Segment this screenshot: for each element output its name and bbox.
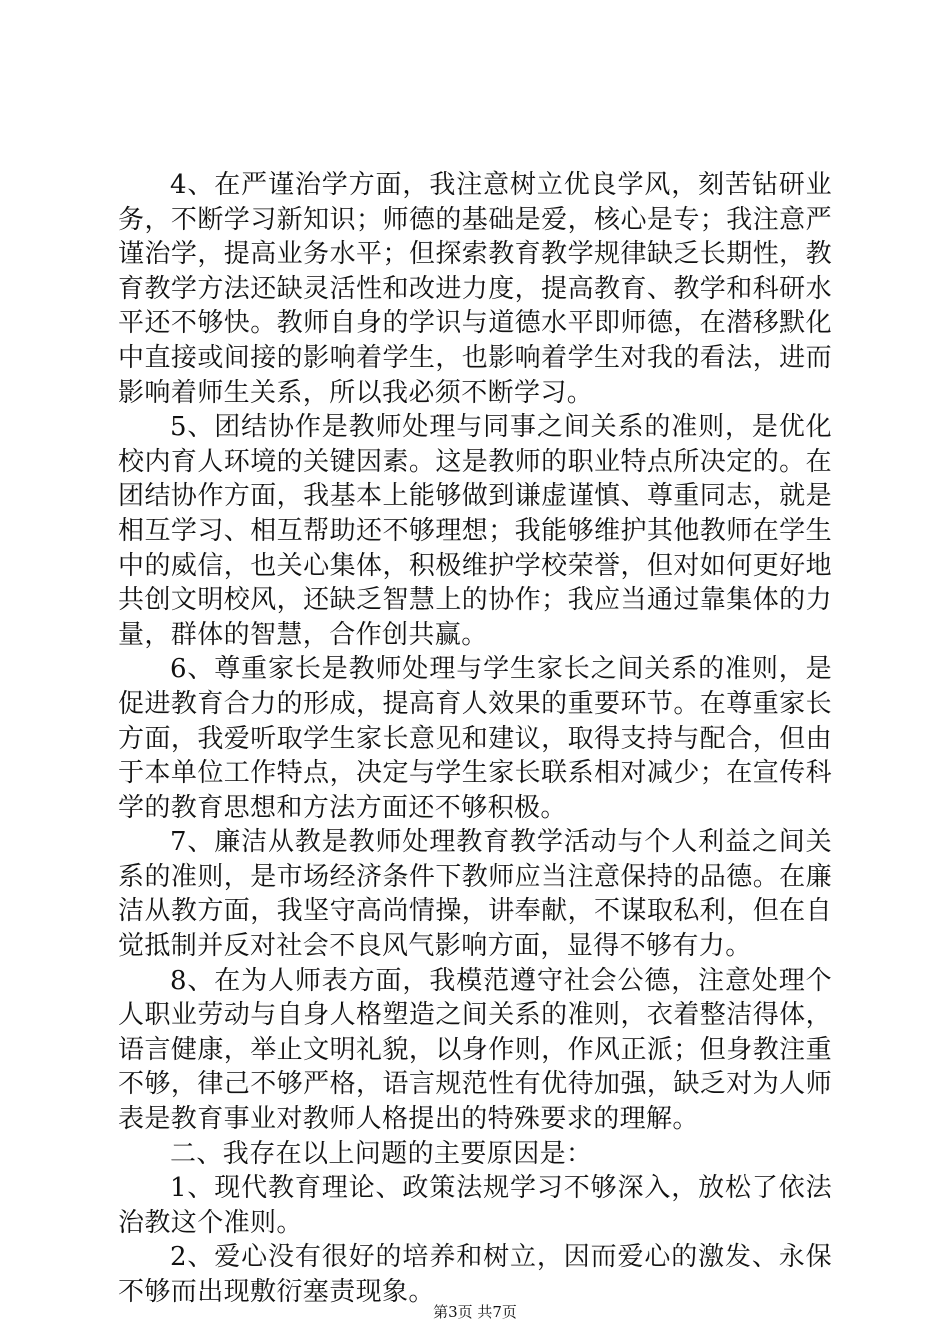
paragraph-item-7: 7、廉洁从教是教师处理教育教学活动与个人利益之间关系的准则，是市场经济条件下教师应当注意保持的品德。在廉洁从教方面，我坚守高尚情操，讲奉献，不谋取私利，但在自觉抵制并反对社会不良风气影响方面，显得不够有力。 [118, 827, 832, 962]
paragraph-item-6: 6、尊重家长是教师处理与学生家长之间关系的准则，是促进教育合力的形成，提高育人效果的重要环节。在尊重家长方面，我爱听取学生家长意见和建议，取得支持与配合，但由于本单位工作特点，决定与学生家长联系相对减少；在宣传科学的教育思想和方法方面还不够积极。 [118, 654, 832, 823]
reason-item-2: 2、爱心没有很好的培养和树立，因而爱心的激发、永保不够而出现敷衍塞责现象。 [118, 1242, 832, 1307]
paragraph-item-4: 4、在严谨治学方面，我注意树立优良学风，刻苦钻研业务，不断学习新知识；师德的基础是爱，核心是专；我注意严谨治学，提高业务水平；但探索教育教学规律缺乏长期性，教育教学方法还缺灵活性和改进力度，提高教育、教学和科研水平还不够快。教师自身的学识与道德水平即师德，在潜移默化中直接或间接的影响着学生，也影响着学生对我的看法，进而影响着师生关系，所以我必须不断学习。 [118, 170, 832, 408]
section-heading-reasons: 二、我存在以上问题的主要原因是： [170, 1138, 593, 1169]
paragraph-item-5: 5、团结协作是教师处理与同事之间关系的准则，是优化校内育人环境的关键因素。这是教师的职业特点所决定的。在团结协作方面，我基本上能够做到谦虚谨慎、尊重同志，就是相互学习、相互帮助还不够理想；我能够维护其他教师在学生中的威信，也关心集体，积极维护学校荣誉，但对如何更好地共创文明校风，还缺乏智慧上的协作；我应当通过靠集体的力量，群体的智慧，合作创共赢。 [118, 412, 832, 650]
document-body [118, 168, 832, 1310]
paragraph-item-8: 8、在为人师表方面，我模范遵守社会公德，注意处理个人职业劳动与自身人格塑造之间关系的准则，衣着整洁得体，语言健康，举止文明礼貌，以身作则，作风正派；但身教注重不够，律己不够严格，语言规范性有优待加强，缺乏对为人师表是教育事业对教师人格提出的特殊要求的理解。 [118, 965, 832, 1135]
page-number-label: 第3页 共7页 [433, 1303, 517, 1321]
reason-item-1: 1、现代教育理论、政策法规学习不够深入，放松了依法治教这个准则。 [118, 1173, 832, 1238]
page-footer [0, 1302, 950, 1322]
